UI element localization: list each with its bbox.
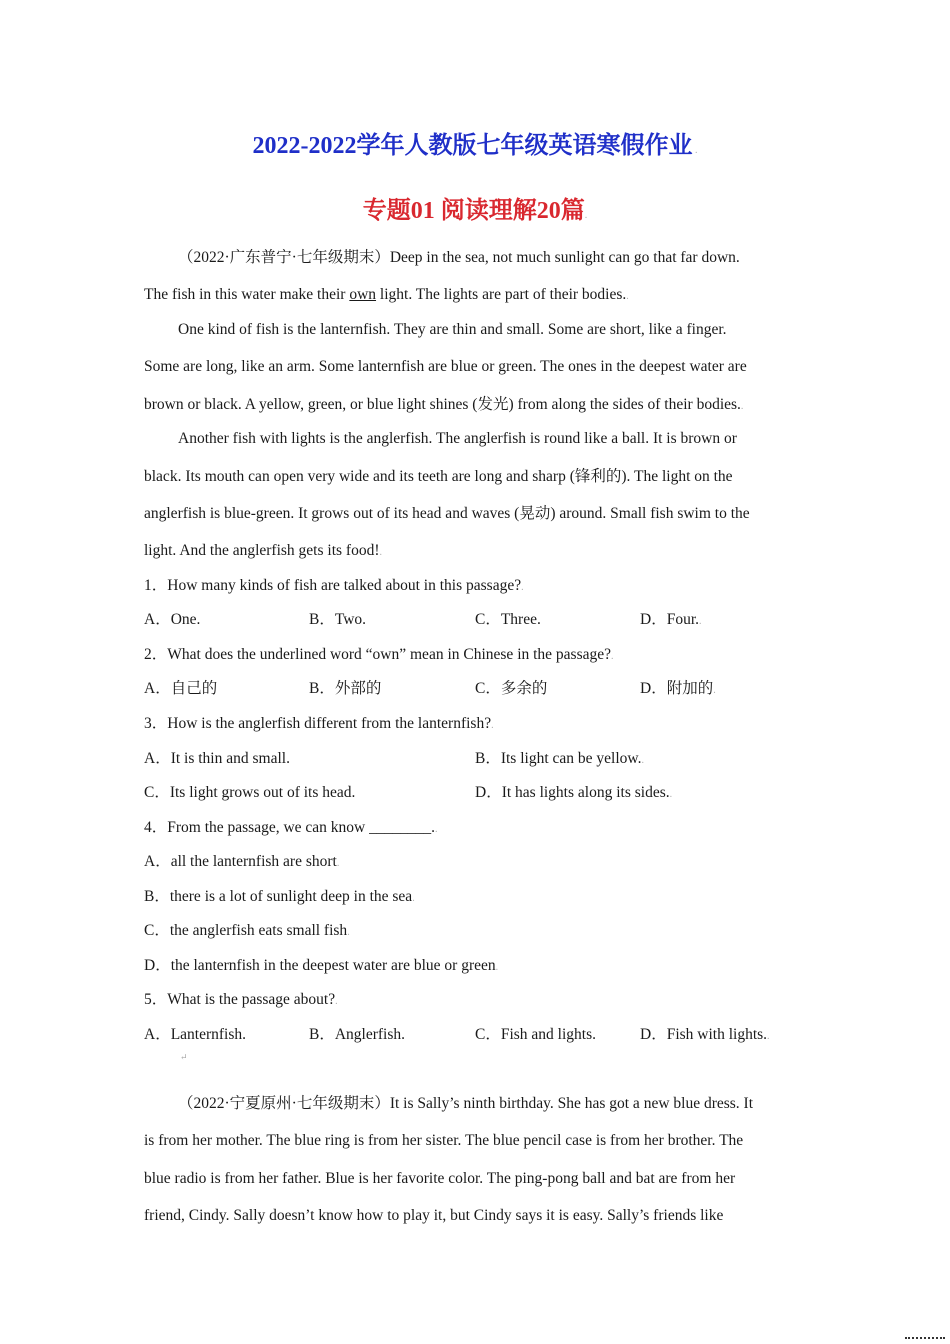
document-subtitle: 专题01 阅读理解20篇.	[362, 198, 588, 224]
passage1-line: anglerfish is blue-green. It grows out of its head and waves (晃动) around. Small fish swim to the	[144, 505, 750, 522]
passage2-line: is from her mother. The blue ring is from her sister. The blue pencil case is from her brother. The	[144, 1132, 744, 1149]
passage2-line: blue radio is from her father. Blue is her favorite color. The ping-pong ball and bat are from her	[144, 1170, 736, 1187]
q5-option-b[interactable]: B．Anglerfish.	[309, 1026, 406, 1043]
q3-option-c[interactable]: C．Its light grows out of its head.	[144, 784, 356, 801]
q3-option-b[interactable]: B．Its light can be yellow..	[475, 750, 644, 767]
passage1-line: Another fish with lights is the anglerfish. The anglerfish is round like a ball. It is brown or	[178, 430, 737, 447]
passage1-line: Some are long, like an arm. Some lanternfish are blue or green. The ones in the deepest water are	[144, 358, 747, 375]
question-3: 3．How is the anglerfish different from the lanternfish?.	[144, 715, 494, 732]
page-edge-marker	[905, 1337, 945, 1341]
q1-option-c[interactable]: C．Three.	[475, 611, 541, 628]
passage1-line: The fish in this water make their own light. The lights are part of their bodies..	[144, 286, 629, 303]
q4-option-d[interactable]: D．the lanternfish in the deepest water are blue or green.	[144, 957, 499, 974]
q1-option-a[interactable]: A．One.	[144, 611, 201, 628]
passage1-line: brown or black. A yellow, green, or blue light shines (发光) from along the sides of their bodies..	[144, 396, 744, 413]
passage1-line: black. Its mouth can open very wide and its teeth are long and sharp (锋利的). The light on the	[144, 468, 733, 485]
q4-option-b[interactable]: B．there is a lot of sunlight deep in the sea.	[144, 888, 415, 905]
passage2-line: （2022·宁夏原州·七年级期末）It is Sally’s ninth birthday. She has got a new blue dress. It	[178, 1095, 754, 1112]
passage1-line: light. And the anglerfish gets its food!.	[144, 542, 382, 559]
passage1-line: （2022·广东普宁·七年级期末）Deep in the sea, not much sunlight can go that far down.	[178, 249, 740, 266]
question-4: 4．From the passage, we can know ________..	[144, 819, 438, 836]
q4-option-c[interactable]: C．the anglerfish eats small fish.	[144, 922, 350, 939]
q3-option-a[interactable]: A．It is thin and small.	[144, 750, 290, 767]
document-title: 2022-2022学年人教版七年级英语寒假作业 .	[252, 133, 698, 159]
question-2: 2．What does the underlined word “own” mean in Chinese in the passage?.	[144, 646, 614, 663]
q1-option-d[interactable]: D．Four..	[640, 611, 702, 628]
q5-option-d[interactable]: D．Fish with lights..	[640, 1026, 770, 1043]
question-1: 1．How many kinds of fish are talked about in this passage?.	[144, 577, 524, 594]
q2-option-a[interactable]: A．自己的	[144, 680, 218, 697]
question-5: 5．What is the passage about?.	[144, 991, 338, 1008]
q3-option-d[interactable]: D．It has lights along its sides..	[475, 784, 673, 801]
q2-option-c[interactable]: C．多余的	[475, 680, 548, 697]
q5-option-c[interactable]: C．Fish and lights.	[475, 1026, 597, 1043]
q2-option-d[interactable]: D．附加的.	[640, 680, 716, 697]
q1-option-b[interactable]: B．Two.	[309, 611, 367, 628]
q5-option-a[interactable]: A．Lanternfish.	[144, 1026, 247, 1043]
q2-option-b[interactable]: B．外部的	[309, 680, 382, 697]
passage2-line: friend, Cindy. Sally doesn’t know how to play it, but Cindy says it is easy. Sally’s friends like	[144, 1207, 724, 1224]
q4-option-a[interactable]: A．all the lanternfish are short.	[144, 853, 340, 870]
passage1-line: One kind of fish is the lanternfish. They are thin and small. Some are short, like a finger.	[178, 321, 727, 338]
paragraph-mark: ↵	[180, 1052, 188, 1062]
